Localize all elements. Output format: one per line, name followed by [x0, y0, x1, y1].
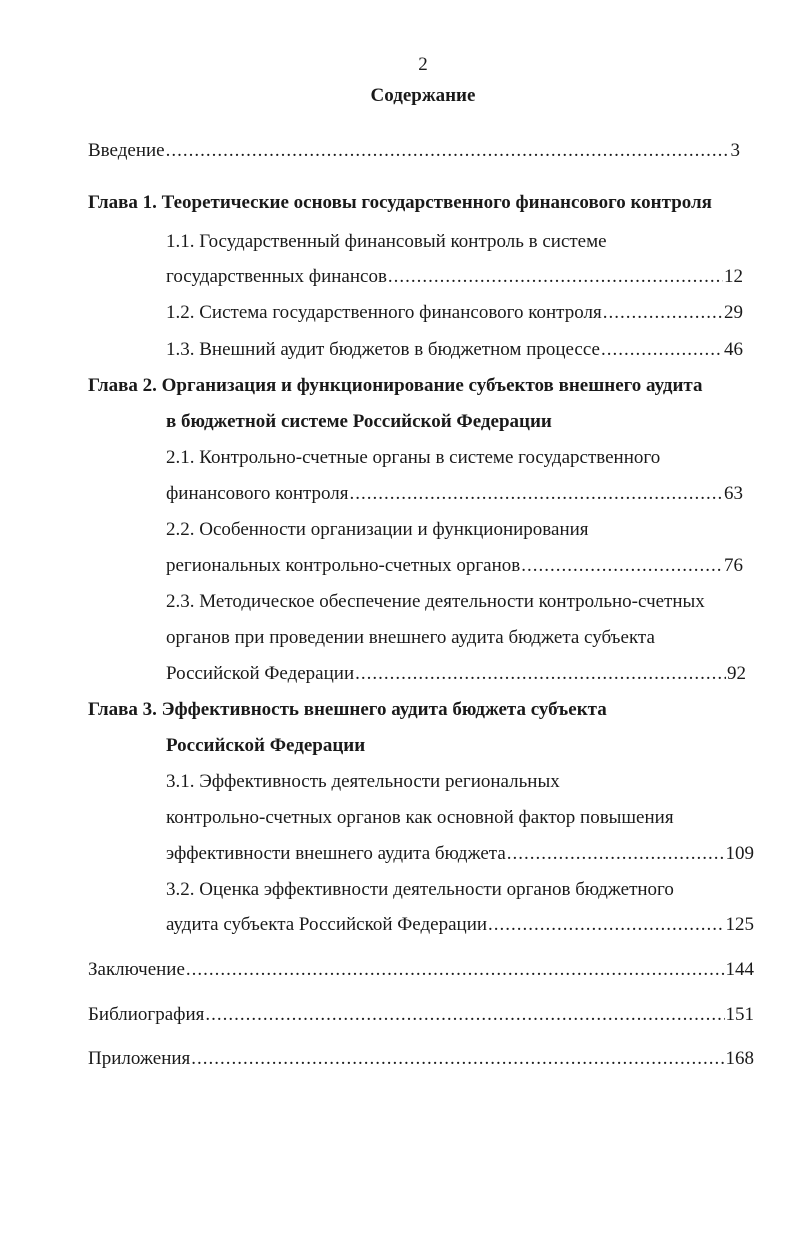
toc-page-number: 63: [724, 483, 743, 504]
dot-leader: [603, 301, 723, 325]
section-3-2-line-1[interactable]: 3.2. Оценка эффективности деятельности органов бюджетного: [166, 879, 674, 900]
toc-entry-intro[interactable]: [88, 139, 740, 163]
section-3-1-line-2[interactable]: контрольно-счетных органов как основной фактор повышения: [166, 807, 674, 828]
toc-entry-1-2[interactable]: [166, 301, 743, 325]
dot-leader: [186, 958, 725, 982]
toc-entry-1-3[interactable]: [166, 338, 743, 362]
toc-label: Заключение: [88, 959, 185, 980]
toc-entry-2-3[interactable]: [166, 662, 746, 686]
chapter-1-heading[interactable]: Глава 1. Теоретические основы государственного финансового контроля: [88, 192, 712, 213]
dot-leader: [350, 482, 723, 506]
toc-entry-2-2[interactable]: [166, 554, 743, 578]
chapter-2-heading-line-1[interactable]: Глава 2. Организация и функционирование субъектов внешнего аудита: [88, 375, 703, 396]
toc-page-number: 76: [724, 555, 743, 576]
toc-page-number: 29: [724, 302, 743, 323]
section-3-1-line-1[interactable]: 3.1. Эффективность деятельности региональных: [166, 771, 560, 792]
toc-entry-bibliography[interactable]: [88, 1003, 754, 1027]
chapter-3-heading-line-1[interactable]: Глава 3. Эффективность внешнего аудита бюджета субъекта: [88, 699, 607, 720]
toc-page-number: 151: [725, 1004, 754, 1025]
toc-entry-appendices[interactable]: [88, 1047, 754, 1071]
section-2-3-line-1[interactable]: 2.3. Методическое обеспечение деятельности контрольно-счетных: [166, 591, 705, 612]
toc-label: Введение: [88, 140, 165, 161]
section-2-3-line-2[interactable]: органов при проведении внешнего аудита бюджета субъекта: [166, 627, 655, 648]
toc-label: Библиография: [88, 1004, 205, 1025]
toc-page-number: 92: [727, 663, 746, 684]
toc-page-number: 144: [725, 959, 754, 980]
toc-label: 1.2. Система государственного финансового контроля: [166, 302, 602, 323]
toc-label: Приложения: [88, 1048, 191, 1069]
toc-page-number: 109: [725, 843, 754, 864]
toc-entry-2-1[interactable]: [166, 482, 743, 506]
dot-leader: [388, 265, 723, 289]
dot-leader: [191, 1047, 724, 1071]
section-1-1-line-1[interactable]: 1.1. Государственный финансовый контроль в системе: [166, 231, 607, 252]
chapter-2-heading-line-2[interactable]: в бюджетной системе Российской Федерации: [166, 411, 552, 432]
toc-entry-3-1[interactable]: [166, 842, 754, 866]
chapter-3-heading-line-2[interactable]: Российской Федерации: [166, 735, 366, 756]
toc-label: 1.3. Внешний аудит бюджетов в бюджетном процессе: [166, 339, 600, 360]
toc-label: государственных финансов: [166, 266, 387, 287]
dot-leader: [507, 842, 725, 866]
dot-leader: [355, 662, 726, 686]
section-2-1-line-1[interactable]: 2.1. Контрольно-счетные органы в системе государственного: [166, 447, 661, 468]
toc-page-number: 46: [724, 339, 743, 360]
dot-leader: [166, 139, 730, 163]
dot-leader: [601, 338, 723, 362]
dot-leader: [521, 554, 723, 578]
dot-leader: [488, 913, 724, 937]
toc-entry-conclusion[interactable]: [88, 958, 754, 982]
page-title: Содержание: [370, 85, 476, 106]
section-2-2-line-1[interactable]: 2.2. Особенности организации и функционирования: [166, 519, 589, 540]
toc-label: Российской Федерации: [166, 663, 355, 684]
toc-label: финансового контроля: [166, 483, 349, 504]
toc-page-number: 12: [724, 266, 743, 287]
dot-leader: [205, 1003, 724, 1027]
toc-page-number: 125: [725, 914, 754, 935]
toc-page-number: 168: [725, 1048, 754, 1069]
toc-page-number: 3: [730, 140, 740, 161]
page-number: 2: [418, 54, 428, 75]
toc-entry-3-2[interactable]: [166, 913, 754, 937]
toc-label: аудита субъекта Российской Федерации: [166, 914, 488, 935]
toc-entry-1-1[interactable]: [166, 265, 743, 289]
toc-label: эффективности внешнего аудита бюджета: [166, 843, 506, 864]
toc-label: региональных контрольно-счетных органов: [166, 555, 521, 576]
